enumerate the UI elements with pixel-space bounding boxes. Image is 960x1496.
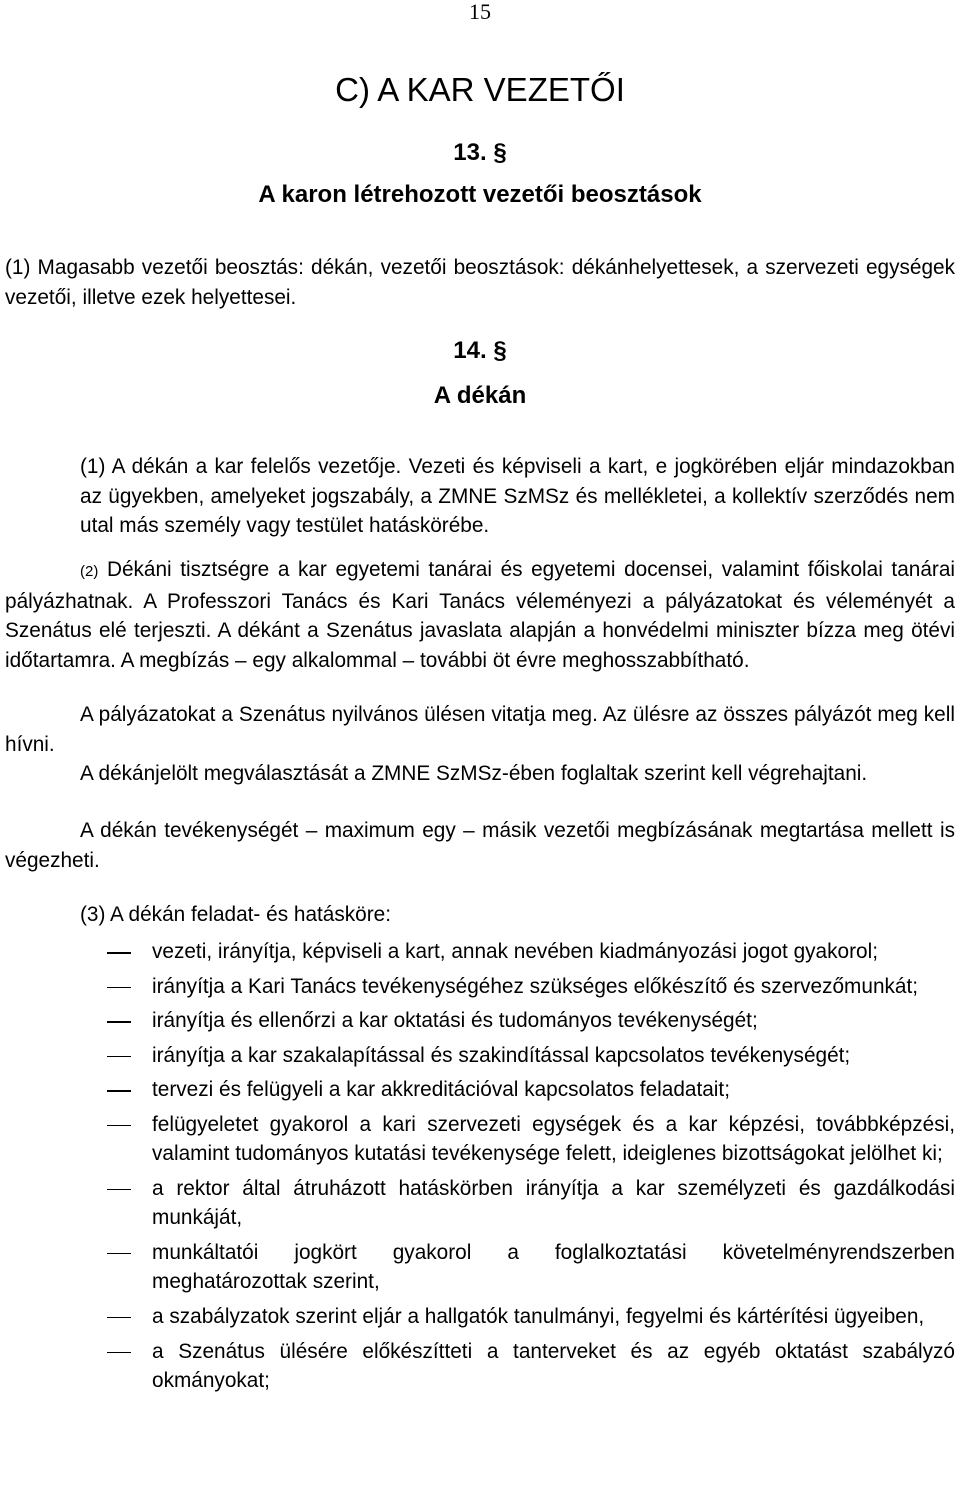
section-14-paragraph-1	[80, 452, 955, 541]
dash-bullet-icon	[107, 1090, 131, 1092]
section-14-paragraph-2d: A dékán tevékenységét – maximum egy – másik vezetői megbízásának megtartása mellett is végezheti.	[5, 819, 955, 872]
paragraph-number: (2)	[80, 563, 99, 580]
list-item: irányítja és ellenőrzi a kar oktatási és tudományos tevékenységét;	[0, 1006, 960, 1035]
dash-bullet-icon	[107, 1253, 131, 1255]
duties-list	[0, 937, 960, 1401]
section-14-paragraph-2c: A dékánjelölt megválasztását a ZMNE SzMSz-ében foglaltak szerint kell végrehajtani.	[80, 762, 868, 785]
list-item: felügyeletet gyakorol a kari szervezeti egységek és a kar képzési, továbbképzési, valamint tudományos kutatási tevékenysége felett, ideiglenes bizottságokat jelölhet ki;	[0, 1110, 960, 1169]
section-13-title: A karon létrehozott vezetői beosztások	[258, 181, 702, 208]
list-item: munkáltatói jogkört gyakorol a foglalkoztatási követelményrendszerben meghatározottak szerint,	[0, 1238, 960, 1297]
section-14-paragraph-2-text: Dékáni tisztségre a kar egyetemi tanárai és egyetemi docensei, valamint főiskolai tanárai pályázhatnak. A Professzori Tanács és Kari Tanács véleményezi a pályázatokat és véleményét a Szenátus elé terjeszti. A dékánt a Szenátus javaslata alapján a honvédelmi miniszter bízza meg ötévi időtartamra. A megbízás – egy alkalommal – további öt évre meghosszabbítható.	[5, 558, 956, 672]
dash-bullet-icon	[107, 1317, 131, 1319]
dash-bullet-icon	[107, 1056, 131, 1058]
section-14-paragraph-3-heading: (3) A dékán feladat- és hatásköre:	[80, 903, 391, 926]
dash-bullet-icon	[107, 952, 131, 954]
list-item: a Szenátus ülésére előkészítteti a tanterveket és az egyéb oktatást szabályzó okmányokat;	[0, 1337, 960, 1396]
dash-bullet-icon	[107, 1125, 131, 1127]
page-number: 15	[469, 0, 491, 24]
section-14-paragraph-1-text: (1) A dékán a kar felelős vezetője. Vezeti és képviseli a kart, e jogkörében eljár mindazokban az ügyekben, amelyeket jogszabály, a ZMNE SzMSz és mellékletei, a kollektív szerződés nem utal más személy vagy testület hatáskörébe.	[80, 455, 955, 537]
dash-bullet-icon	[107, 987, 131, 989]
section-14-number: 14. §	[453, 337, 507, 364]
section-13-paragraph-1: (1) Magasabb vezetői beosztás: dékán, vezetői beosztások: dékánhelyettesek, a szervezeti egységek vezetői, illetve ezek helyettesei.	[5, 256, 955, 309]
list-item: irányítja a kar szakalapítással és szakindítással kapcsolatos tevékenységét;	[0, 1041, 960, 1070]
section-14-paragraph-2	[5, 555, 955, 675]
list-item: vezeti, irányítja, képviseli a kart, annak nevében kiadmányozási jogot gyakorol;	[0, 937, 960, 966]
list-item: tervezi és felügyeli a kar akkreditációval kapcsolatos feladatait;	[0, 1075, 960, 1104]
dash-bullet-icon	[107, 1352, 131, 1354]
list-item: irányítja a Kari Tanács tevékenységéhez szükséges előkészítő és szervezőmunkát;	[0, 972, 960, 1001]
chapter-title: C) A KAR VEZETŐI	[335, 71, 625, 108]
dash-bullet-icon	[107, 1021, 131, 1023]
section-14-paragraph-2b: A pályázatokat a Szenátus nyilvános ülésen vitatja meg. Az ülésre az összes pályázót meg kell hívni.	[5, 703, 955, 756]
section-13-number: 13. §	[453, 139, 507, 166]
list-item: a szabályzatok szerint eljár a hallgatók tanulmányi, fegyelmi és kártérítési ügyeiben,	[0, 1302, 960, 1331]
dash-bullet-icon	[107, 1189, 131, 1191]
section-14-title: A dékán	[433, 382, 527, 409]
list-item: a rektor által átruházott hatáskörben irányítja a kar személyzeti és gazdálkodási munkáját,	[0, 1174, 960, 1233]
